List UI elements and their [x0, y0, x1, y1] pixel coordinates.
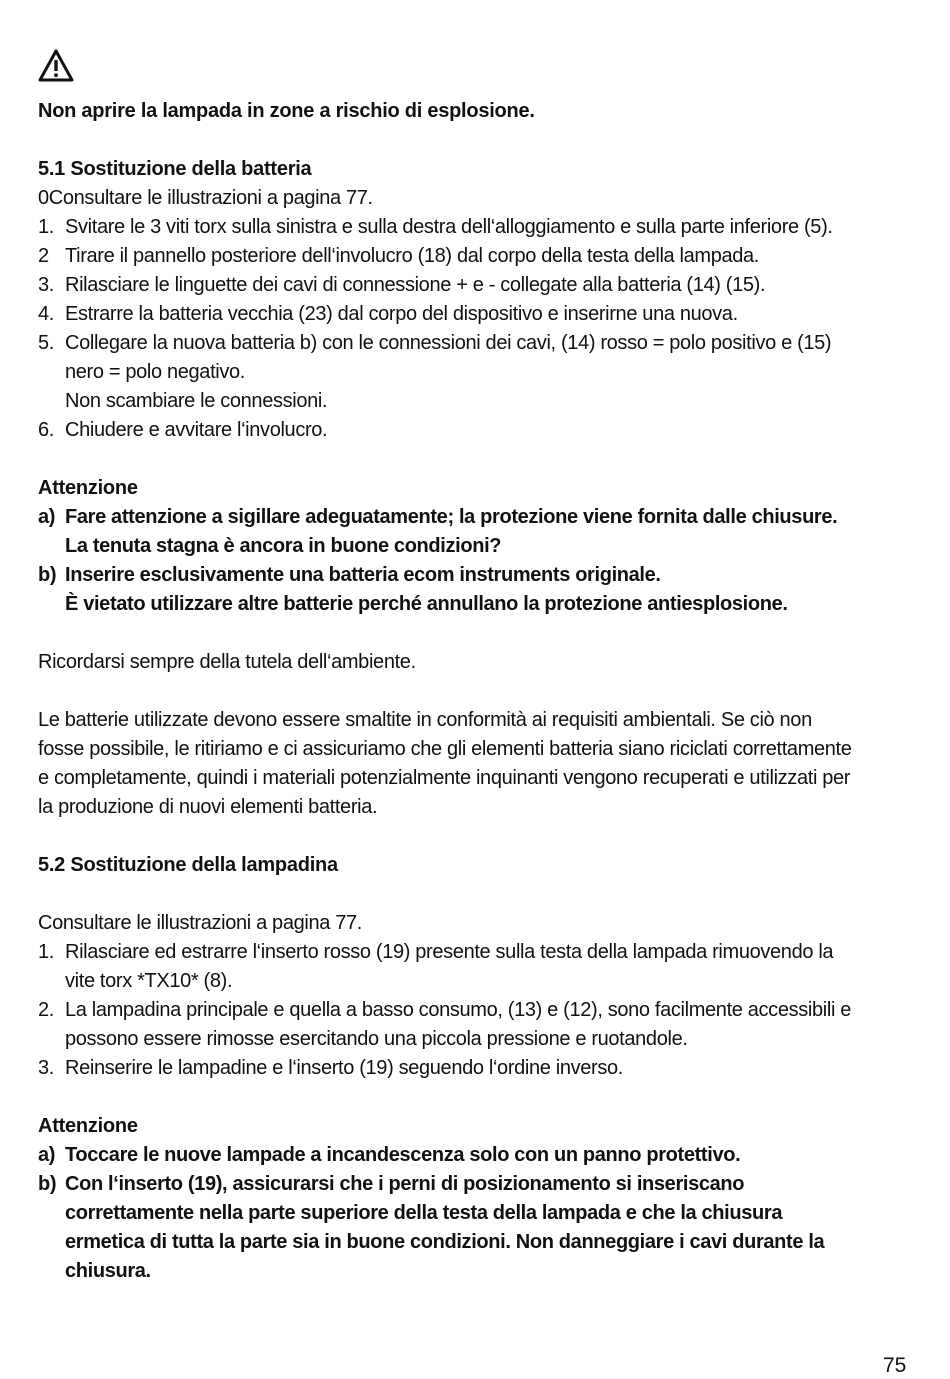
bulb-steps-list — [38, 938, 918, 1083]
attention-list-1 — [38, 503, 918, 619]
list-item-line — [38, 1054, 918, 1083]
list-item-number — [38, 1257, 65, 1286]
list-item-text: È vietato utilizzare altre batterie perché annullano la protezione antiesplosione. — [65, 593, 788, 615]
paragraph-line: e completamente, quindi i materiali potenzialmente inquinanti vengono recuperati e utilizzati per — [38, 767, 851, 789]
attention-heading-2: Attenzione — [38, 1115, 138, 1137]
list-item-text: Rilasciare ed estrarre l‘inserto rosso (19) presente sulla testa della lampada rimuovendo la — [65, 941, 834, 963]
battery-steps-list — [38, 213, 918, 445]
list-item-line — [38, 590, 918, 619]
list-item-text: Non scambiare le connessioni. — [65, 390, 328, 412]
list-item-line — [38, 1228, 918, 1257]
list-item-number: 3. — [38, 274, 54, 296]
list-item-line — [38, 996, 918, 1025]
list-item-line — [38, 358, 918, 387]
section-intro-bulb: Consultare le illustrazioni a pagina 77. — [38, 912, 362, 934]
list-item-line — [38, 416, 918, 445]
list-item-number: b) — [38, 1173, 57, 1195]
warning-text: Non aprire la lampada in zone a rischio di esplosione. — [38, 100, 535, 122]
list-item-text: correttamente nella parte superiore della testa della lampada e che la chiusura — [65, 1202, 783, 1224]
list-item-text: Inserire esclusivamente una batteria ecom instruments originale. — [65, 564, 661, 586]
list-item-text: Svitare le 3 viti torx sulla sinistra e sulla destra dell‘alloggiamento e sulla parte inferiore (5). — [65, 216, 833, 238]
list-item-line — [38, 300, 918, 329]
list-item-text: Collegare la nuova batteria b) con le connessioni dei cavi, (14) rosso = polo positivo e (15) — [65, 332, 832, 354]
list-item-text: Tirare il pannello posteriore dell‘involucro (18) dal corpo della testa della lampada. — [65, 245, 760, 267]
list-item-text: Estrarre la batteria vecchia (23) dal corpo del dispositivo e inserirne una nuova. — [65, 303, 738, 325]
list-item-number — [38, 1228, 65, 1257]
list-item-number: 5. — [38, 332, 54, 354]
list-item-number: 3. — [38, 1057, 54, 1079]
list-item-number: 1. — [38, 941, 54, 963]
attention-list-2 — [38, 1141, 918, 1286]
list-item-line — [38, 1170, 918, 1199]
list-item-number — [38, 967, 65, 996]
list-item-number — [38, 387, 65, 416]
list-item-number — [38, 358, 65, 387]
list-item-text: Con l‘inserto (19), assicurarsi che i perni di posizionamento si inseriscano — [65, 1173, 745, 1195]
disposal-paragraph — [38, 706, 918, 822]
warning-triangle-icon — [38, 48, 74, 84]
list-item-line — [38, 1199, 918, 1228]
document-page — [38, 48, 918, 1286]
list-item-text: vite torx *TX10* (8). — [65, 970, 233, 992]
environment-note: Ricordarsi sempre della tutela dell‘ambiente. — [38, 651, 416, 673]
list-item-line — [38, 503, 918, 532]
section-title-battery: 5.1 Sostituzione della batteria — [38, 158, 312, 180]
paragraph-line: fosse possibile, le ritiriamo e ci assicuriamo che gli elementi batteria siano riciclati correttamente — [38, 738, 852, 760]
section-intro-battery: 0Consultare le illustrazioni a pagina 77. — [38, 187, 373, 209]
list-item-line — [38, 1141, 918, 1170]
list-item-text: La tenuta stagna è ancora in buone condizioni? — [65, 535, 502, 557]
list-item-text: ermetica di tutta la parte sia in buone condizioni. Non danneggiare i cavi durante la — [65, 1231, 825, 1253]
list-item-text: chiusura. — [65, 1260, 151, 1282]
list-item-number: a) — [38, 1144, 56, 1166]
attention-heading-1: Attenzione — [38, 477, 138, 499]
list-item-number: 2. — [38, 999, 54, 1021]
list-item-line — [38, 387, 918, 416]
list-item-text: Chiudere e avvitare l‘involucro. — [65, 419, 328, 441]
list-item-text: La lampadina principale e quella a basso consumo, (13) e (12), sono facilmente accessibili e — [65, 999, 852, 1021]
paragraph-line: la produzione di nuovi elementi batteria. — [38, 796, 378, 818]
list-item-line — [38, 271, 918, 300]
list-item-line — [38, 1025, 918, 1054]
list-item-text: Rilasciare le linguette dei cavi di connessione + e - collegate alla batteria (14) (15). — [65, 274, 766, 296]
list-item-number: 2 — [38, 245, 49, 267]
paragraph-line: Le batterie utilizzate devono essere smaltite in conformità ai requisiti ambientali. Se ciò non — [38, 709, 812, 731]
list-item-line — [38, 242, 918, 271]
list-item-number: a) — [38, 506, 56, 528]
list-item-line — [38, 1257, 918, 1286]
list-item-text: Toccare le nuove lampade a incandescenza solo con un panno protettivo. — [65, 1144, 741, 1166]
list-item-text: possono essere rimosse esercitando una piccola pressione e ruotandole. — [65, 1028, 688, 1050]
list-item-number — [38, 1025, 65, 1054]
list-item-number: 6. — [38, 419, 54, 441]
list-item-line — [38, 561, 918, 590]
list-item-number: 4. — [38, 303, 54, 325]
list-item-text: Reinserire le lampadine e l‘inserto (19) seguendo l‘ordine inverso. — [65, 1057, 623, 1079]
list-item-line — [38, 213, 918, 242]
list-item-number — [38, 590, 65, 619]
list-item-number: 1. — [38, 216, 54, 238]
list-item-text: Fare attenzione a sigillare adeguatamente; la protezione viene fornita dalle chiusure. — [65, 506, 838, 528]
list-item-line — [38, 967, 918, 996]
list-item-text: nero = polo negativo. — [65, 361, 246, 383]
list-item-line — [38, 329, 918, 358]
list-item-number: b) — [38, 564, 57, 586]
list-item-number — [38, 532, 65, 561]
section-title-bulb: 5.2 Sostituzione della lampadina — [38, 854, 338, 876]
list-item-number — [38, 1199, 65, 1228]
list-item-line — [38, 532, 918, 561]
list-item-line — [38, 938, 918, 967]
page-number: 75 — [883, 1354, 907, 1377]
